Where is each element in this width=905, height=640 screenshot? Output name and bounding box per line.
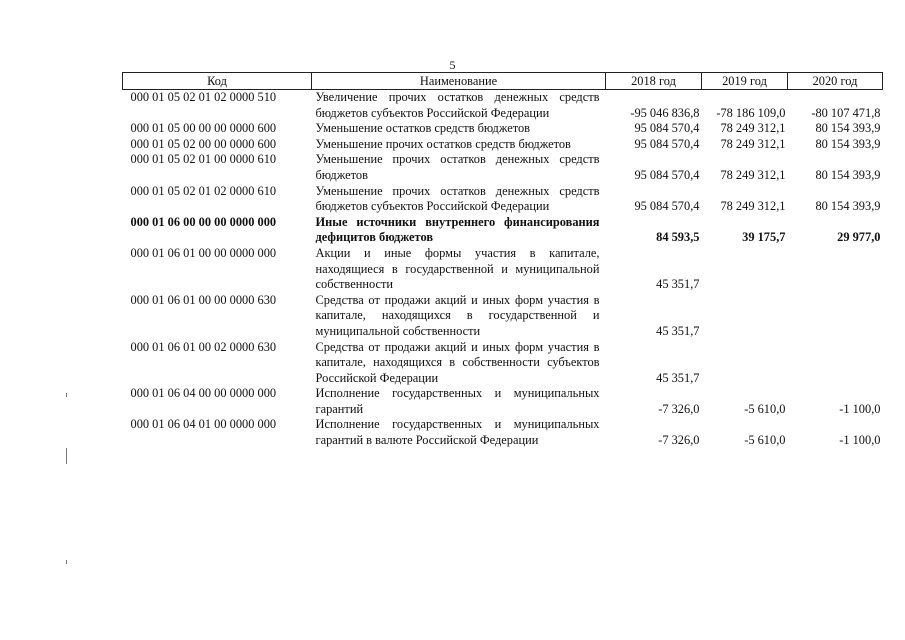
header-2019: 2019 год	[702, 73, 788, 90]
row-value-2020	[788, 246, 883, 293]
row-code: 000 01 06 00 00 00 0000 000	[130, 214, 277, 229]
row-value-2020	[788, 340, 883, 387]
table-row	[123, 90, 883, 122]
row-value-2018: 45 351,7	[656, 323, 700, 338]
row-name: Уменьшение прочих остатков средств бюджетов	[315, 136, 571, 151]
row-value-2018: -7 326,0	[658, 433, 700, 448]
row-code: 000 01 06 04 01 00 0000 000	[130, 417, 277, 432]
page-number: 5	[449, 58, 456, 72]
row-value-2018: -95 046 836,8	[630, 105, 700, 120]
row-value-2020	[788, 293, 883, 340]
margin-mark	[66, 393, 67, 397]
row-name: Средства от продажи акций и иных форм участия в капитале, находящихся в государственной и муниципальной собственности	[315, 292, 600, 338]
table-row	[123, 246, 883, 293]
row-value-2018: 45 351,7	[656, 370, 700, 385]
row-name: Средства от продажи акций и иных форм участия в капитале, находящихся в собственности субъектов Российской Федерации	[315, 339, 600, 385]
row-value-2018: 45 351,7	[656, 277, 700, 292]
row-value-2018: 95 084 570,4	[634, 121, 700, 136]
row-code: 000 01 06 01 00 02 0000 630	[130, 339, 277, 354]
row-value-2019: 78 249 312,1	[720, 121, 786, 136]
row-value-2019: -5 610,0	[744, 401, 786, 416]
row-value-2019: -5 610,0	[744, 433, 786, 448]
header-name: Наименование	[312, 73, 606, 90]
row-value-2018: 84 593,5	[656, 230, 700, 245]
row-value-2019	[702, 293, 788, 340]
row-code: 000 01 05 02 01 00 0000 610	[130, 152, 277, 167]
row-value-2018: -7 326,0	[658, 401, 700, 416]
row-value-2019: 39 175,7	[742, 230, 786, 245]
table-row	[123, 215, 883, 246]
table-row	[123, 293, 883, 340]
row-code: 000 01 06 01 00 00 0000 000	[130, 245, 277, 260]
row-code: 000 01 05 00 00 00 0000 600	[130, 121, 277, 136]
row-value-2019: -78 186 109,0	[716, 105, 786, 120]
row-name: Иные источники внутреннего финансирования дефицитов бюджетов	[315, 214, 600, 245]
header-2018: 2018 год	[606, 73, 702, 90]
row-code: 000 01 05 02 00 00 0000 600	[130, 136, 277, 151]
row-name: Уменьшение прочих остатков денежных средств бюджетов субъектов Российской Федерации	[315, 183, 600, 214]
row-value-2018: 95 084 570,4	[634, 199, 700, 214]
row-value-2020: -80 107 471,8	[811, 105, 881, 120]
budget-sources-table	[122, 72, 883, 449]
row-value-2020: 80 154 393,9	[815, 167, 881, 182]
row-value-2020: -1 100,0	[839, 433, 881, 448]
row-value-2019: 78 249 312,1	[720, 199, 786, 214]
row-value-2019	[702, 340, 788, 387]
row-value-2020: 80 154 393,9	[815, 121, 881, 136]
row-name: Уменьшение остатков средств бюджетов	[315, 121, 531, 136]
row-name: Исполнение государственных и муниципальных гарантий	[315, 386, 600, 416]
table-row	[123, 152, 883, 183]
header-code: Код	[123, 73, 312, 90]
table-row	[123, 137, 883, 153]
row-code: 000 01 05 02 01 02 0000 510	[130, 90, 277, 104]
row-name: Исполнение государственных и муниципальных гарантий в валюте Российской Федерации	[315, 417, 600, 448]
row-value-2020: -1 100,0	[839, 401, 881, 416]
row-value-2020: 80 154 393,9	[815, 199, 881, 214]
table-row	[123, 340, 883, 387]
header-row	[123, 73, 883, 90]
table-row	[123, 121, 883, 137]
table-row	[123, 417, 883, 448]
table-row	[123, 386, 883, 417]
row-code: 000 01 06 01 00 00 0000 630	[130, 292, 277, 307]
row-name: Увеличение прочих остатков денежных средств бюджетов субъектов Российской Федерации	[315, 90, 600, 120]
row-value-2020: 80 154 393,9	[815, 136, 881, 151]
row-value-2018: 95 084 570,4	[634, 136, 700, 151]
margin-mark	[66, 560, 67, 564]
header-2020: 2020 год	[788, 73, 883, 90]
row-value-2019	[702, 246, 788, 293]
margin-mark	[66, 448, 67, 464]
row-name: Уменьшение прочих остатков денежных средств бюджетов	[315, 152, 600, 182]
table-row	[123, 184, 883, 215]
row-code: 000 01 06 04 00 00 0000 000	[130, 386, 277, 401]
row-code: 000 01 05 02 01 02 0000 610	[130, 183, 277, 198]
row-value-2020: 29 977,0	[837, 230, 881, 245]
row-value-2019: 78 249 312,1	[720, 136, 786, 151]
row-value-2018: 95 084 570,4	[634, 167, 700, 182]
row-value-2019: 78 249 312,1	[720, 167, 786, 182]
row-name: Акции и иные формы участия в капитале, находящиеся в государственной и муниципальной собственности	[315, 245, 600, 292]
